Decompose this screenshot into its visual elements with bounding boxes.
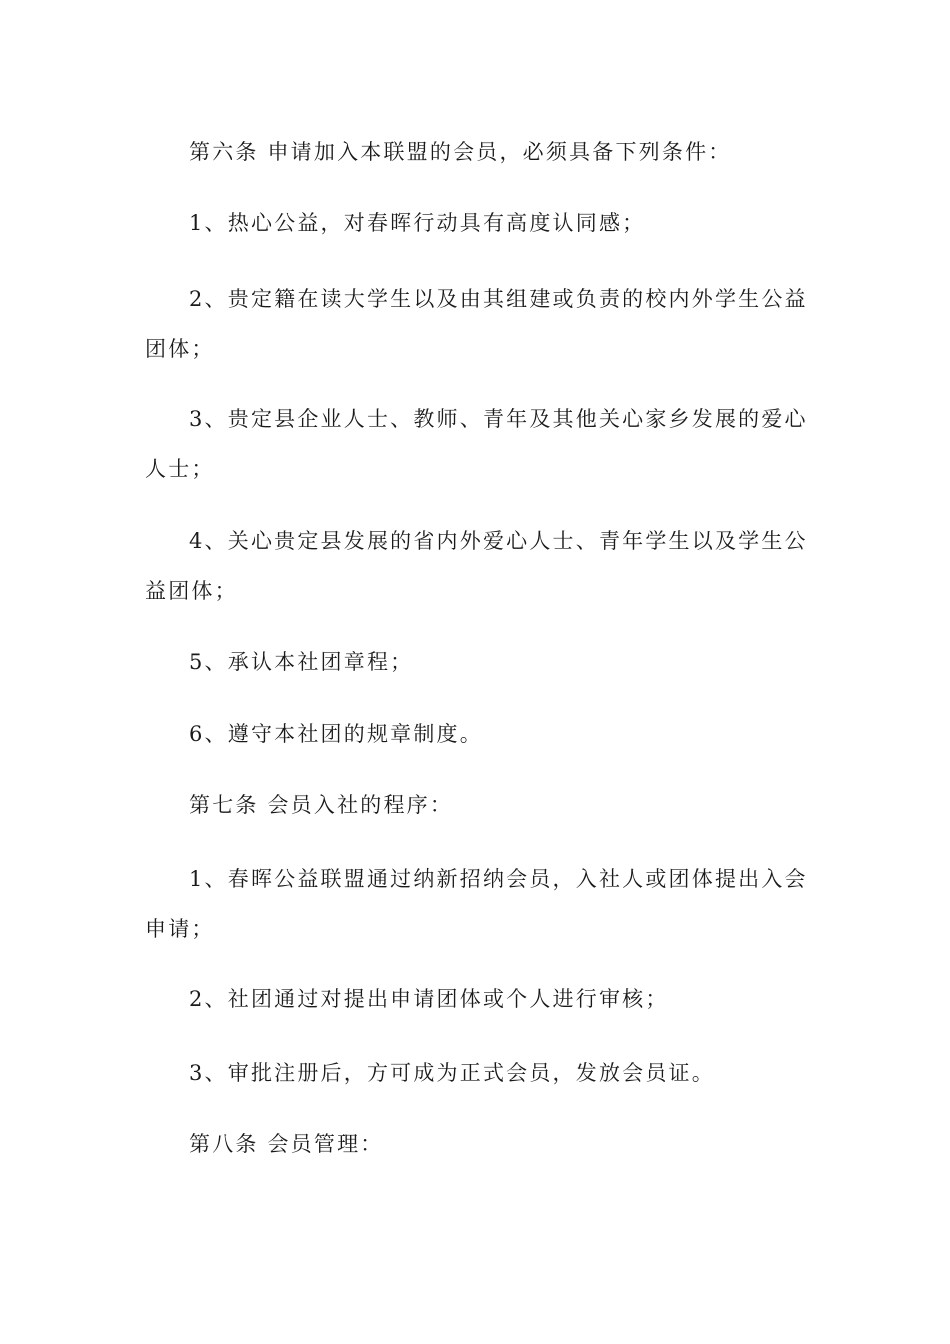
article-6-heading: 第六条 申请加入本联盟的会员，必须具备下列条件： [189, 140, 732, 164]
article-6-item-2: 2、贵定籍在读大学生以及由其组建或负责的校内外学生公益团体； [145, 287, 808, 361]
article-6-item-3: 3、贵定县企业人士、教师、青年及其他关心家乡发展的爱心人士； [145, 407, 808, 481]
article-6-item-1: 1、热心公益，对春晖行动具有高度认同感； [189, 211, 646, 235]
article-7-item-2: 2、社团通过对提出申请团体或个人进行审核； [189, 987, 669, 1011]
article-7-item-3: 3、审批注册后，方可成为正式会员，发放会员证。 [189, 1061, 715, 1085]
article-6-item-4: 4、关心贵定县发展的省内外爱心人士、青年学生以及学生公益团体； [145, 529, 808, 603]
article-7-heading: 第七条 会员入社的程序： [189, 793, 454, 817]
article-8-heading: 第八条 会员管理： [189, 1132, 384, 1156]
article-6-item-6: 6、遵守本社团的规章制度。 [189, 722, 483, 746]
article-7-item-1: 1、春晖公益联盟通过纳新招纳会员，入社人或团体提出入会申请； [145, 867, 808, 941]
article-6-item-5: 5、承认本社团章程； [189, 650, 414, 674]
